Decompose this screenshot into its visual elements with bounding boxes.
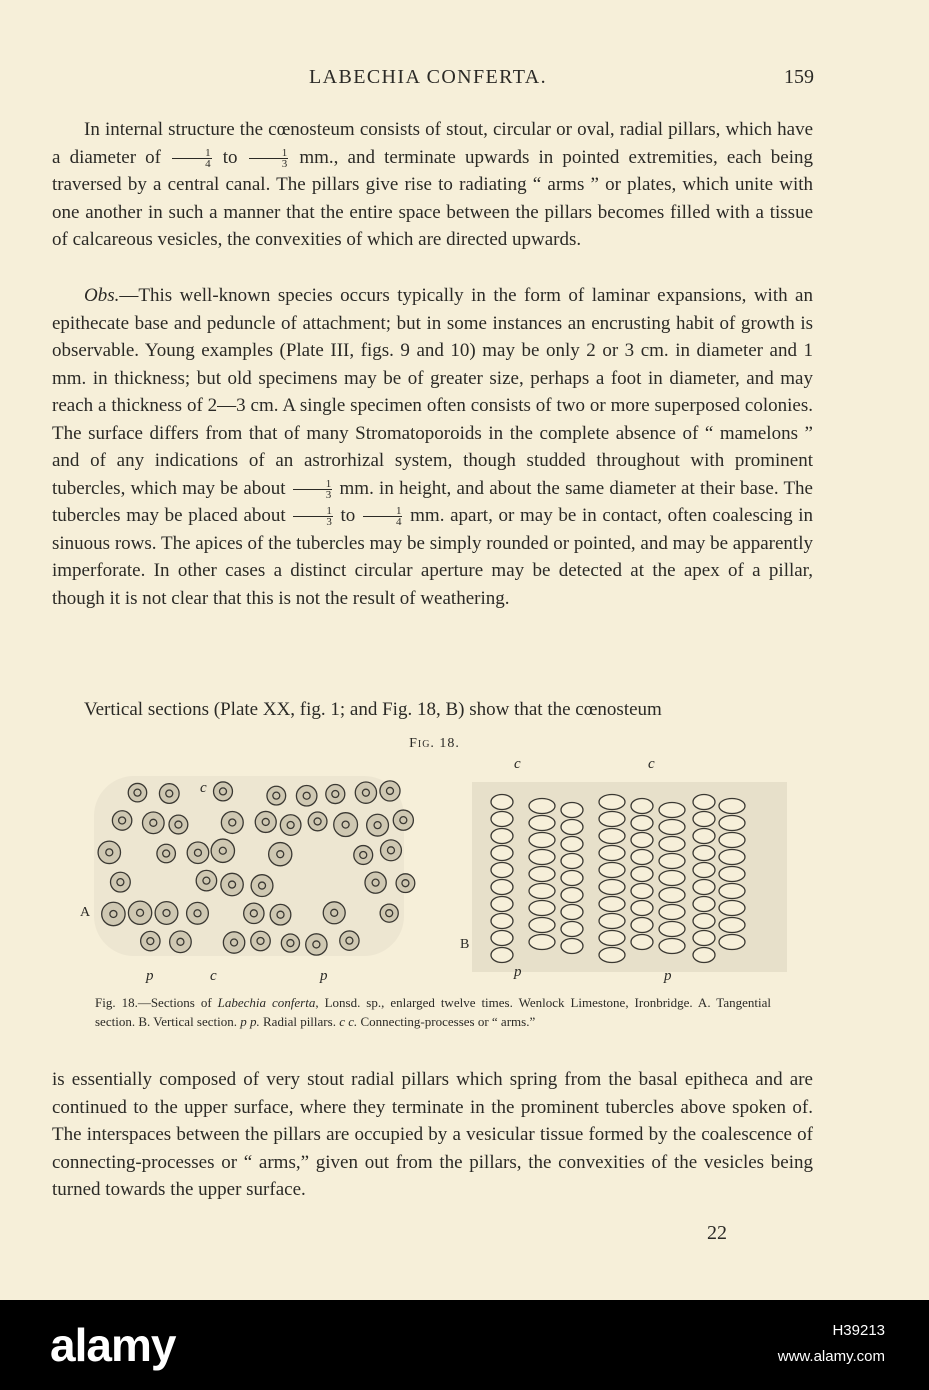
vesicle: [693, 812, 715, 827]
pillar-section: [214, 782, 233, 801]
vesicle: [659, 905, 685, 920]
vesicle: [719, 884, 745, 899]
vesicle: [693, 863, 715, 878]
label-p: p: [664, 968, 672, 984]
figure-18-illustration: [72, 758, 802, 990]
vesicle: [491, 846, 513, 861]
vesicle: [693, 948, 715, 963]
vesicle: [599, 846, 625, 861]
vesicle: [631, 799, 653, 814]
label-c: c: [514, 758, 521, 772]
vesicle: [491, 829, 513, 844]
pillar-section: [155, 902, 178, 925]
pillar-section: [281, 934, 299, 952]
signature-mark: 22: [707, 1222, 727, 1244]
vesicle: [529, 935, 555, 950]
vesicle: [631, 918, 653, 933]
caption-text: Fig. 18.—Sections of: [95, 995, 218, 1010]
vesicle: [659, 820, 685, 835]
vesicle: [631, 901, 653, 916]
vesicle: [491, 863, 513, 878]
pillar-section: [323, 902, 345, 924]
vesicle: [599, 948, 625, 963]
vesicle: [561, 803, 583, 818]
vesicle: [631, 850, 653, 865]
vertical-section-drawing: [472, 782, 787, 972]
pillar-section: [142, 812, 164, 834]
vesicle: [561, 837, 583, 852]
vesicle: [599, 863, 625, 878]
page-header: [0, 66, 929, 96]
vesicle: [561, 820, 583, 835]
pillar-section: [334, 813, 358, 837]
text-run: Vertical sections (Plate XX, fig. 1; and Fig. 18, B) show that the cœnosteum: [84, 699, 662, 720]
caption-species: Labechia conferta: [217, 995, 316, 1010]
watermark-url: www.alamy.com: [777, 1348, 885, 1365]
label-p: p: [514, 964, 522, 980]
vesicle: [693, 829, 715, 844]
pillar-section: [110, 872, 130, 892]
vesicle: [719, 850, 745, 865]
vesicle: [659, 922, 685, 937]
vesicle: [693, 880, 715, 895]
pillar-section: [159, 784, 179, 804]
vesicle: [599, 812, 625, 827]
caption-text: Connecting-processes or “ arms.”: [357, 1014, 536, 1029]
vesicle: [529, 867, 555, 882]
label-a: A: [80, 905, 91, 920]
pillar-section: [354, 846, 373, 865]
vesicle: [693, 931, 715, 946]
caption-text: , Lonsd. sp., enlarged twelve times. Wenlock Limestone, Ironbridge. A. Tangential section. B. Vertical section.: [95, 995, 771, 1029]
pillar-section: [244, 903, 264, 923]
label-c: c: [648, 758, 655, 772]
caption-abbrev: c c.: [339, 1014, 358, 1029]
fraction: $\frac{1}{3}$: [293, 506, 333, 527]
vesicle: [561, 905, 583, 920]
vesicle: [631, 867, 653, 882]
tangential-section-drawing: [94, 776, 415, 956]
vesicle: [529, 799, 555, 814]
vesicle: [693, 914, 715, 929]
vesicle: [529, 833, 555, 848]
label-c: c: [200, 780, 207, 796]
vesicle: [719, 935, 745, 950]
vesicle: [529, 901, 555, 916]
pillar-section: [221, 812, 243, 834]
text-run: to: [334, 505, 361, 526]
label-c: c: [210, 968, 217, 984]
vesicle: [631, 935, 653, 950]
page-number: 159: [784, 66, 814, 88]
image-id: H39213: [832, 1322, 885, 1339]
vesicle: [719, 918, 745, 933]
vesicle: [659, 837, 685, 852]
figure-caption: [95, 993, 771, 1031]
vesicle: [719, 901, 745, 916]
running-title: LABECHIA CONFERTA.: [309, 66, 547, 88]
pillar-section: [367, 814, 389, 836]
vesicle: [631, 816, 653, 831]
pillar-section: [128, 783, 146, 801]
vesicle: [529, 850, 555, 865]
vesicle: [659, 803, 685, 818]
fraction: $\frac{1}{3}$: [249, 148, 289, 169]
vesicle: [659, 888, 685, 903]
vesicle: [491, 897, 513, 912]
vesicle: [659, 854, 685, 869]
pillar-section: [223, 932, 244, 953]
pillar-section: [112, 811, 131, 830]
text-run: —This well-known species occurs typically in the form of laminar expansions, with an epithecate base and peduncle of attachment; but in some instances an encrusting habit of growth is observable. Young examples (Plate III, figs. 9 and 10) may be only 2 or 3 cm. in diameter and 1 mm. in thickness; but old specimens may be of greater size, perhaps a foot in diameter, and may reach a thickness of 2—3 cm. A single specimen often consists of two or more superposed colonies. The surface differs from that of many Stromatoporoids in the complete absence of “ mamelons ” and of any indications of an astrorhizal system, though studded throughout with prominent tubercles, which may be about: [52, 285, 813, 499]
pillar-section: [102, 902, 125, 925]
paragraph-observations: [52, 282, 813, 612]
vesicle: [693, 795, 715, 810]
vesicle: [659, 871, 685, 886]
vesicle: [529, 884, 555, 899]
paragraph-vertical-sections: [52, 696, 813, 724]
fraction: $\frac{1}{3}$: [293, 479, 333, 500]
pillar-section: [296, 785, 317, 806]
vesicle: [631, 833, 653, 848]
pillar-section: [340, 931, 359, 950]
pillar-section: [393, 810, 413, 830]
pillar-section: [211, 839, 234, 862]
pillar-section: [141, 931, 160, 950]
pillar-section: [251, 931, 271, 951]
vesicle: [693, 897, 715, 912]
pillar-section: [396, 874, 415, 893]
pillar-section: [355, 782, 376, 803]
vesicle: [599, 931, 625, 946]
vesicle: [491, 795, 513, 810]
fraction: $\frac{1}{4}$: [363, 506, 403, 527]
alamy-logo: alamy: [50, 1319, 176, 1371]
vesicle: [561, 922, 583, 937]
pillar-section: [169, 815, 188, 834]
paragraph-composition: [52, 1066, 813, 1204]
pillar-section: [251, 875, 273, 897]
pillar-section: [280, 815, 301, 836]
pillar-section: [255, 811, 276, 832]
vesicle: [529, 816, 555, 831]
pillar-section: [157, 844, 176, 863]
text-run: mm. apart, or may be in contact, often coalescing in sinuous rows. The apices of the tubercles may be simply rounded or pointed, and may be apparently imperforate. In other cases a distinct circular aperture may be detected at the apex of a pillar, though it is not clear that this is not the result of weathering.: [52, 505, 814, 609]
vesicle: [719, 833, 745, 848]
pillar-section: [128, 901, 151, 924]
vesicle: [599, 795, 625, 810]
pillar-section: [380, 840, 401, 861]
vesicle: [561, 871, 583, 886]
vesicle: [631, 884, 653, 899]
caption-text: Radial pillars.: [259, 1014, 340, 1029]
pillar-section: [196, 870, 216, 890]
vesicle: [491, 914, 513, 929]
paragraph-internal-structure: [52, 116, 813, 254]
vesicle: [719, 816, 745, 831]
text-run: mm., and terminate upwards in pointed extremities, each being traversed by a central canal. The pillars give rise to radiating “ arms ” or plates, which unite with one another in such a manner that the entire space between the pillars becomes filled with a tissue of calcareous vesicles, the convexities of which are directed upwards.: [52, 146, 813, 250]
vesicle: [491, 931, 513, 946]
text-run: to: [213, 146, 247, 168]
vesicle: [599, 914, 625, 929]
vesicle: [529, 918, 555, 933]
vesicle: [599, 829, 625, 844]
pillar-section: [170, 931, 192, 953]
obs-label: Obs.: [84, 285, 120, 306]
pillar-section: [380, 904, 398, 922]
vesicle: [599, 897, 625, 912]
pillar-section: [380, 781, 400, 801]
pillar-section: [365, 872, 386, 893]
vesicle: [561, 888, 583, 903]
text-run: In internal structure the cœnosteum consists of stout, circular or oval, radial pillars, which have a diameter of: [52, 119, 813, 168]
pillar-section: [269, 843, 292, 866]
vesicle: [693, 846, 715, 861]
pillar-section: [270, 904, 291, 925]
vesicle: [491, 812, 513, 827]
caption-abbrev: p p.: [240, 1014, 260, 1029]
pillar-section: [308, 812, 327, 831]
vesicle: [491, 880, 513, 895]
vesicle: [561, 854, 583, 869]
vesicle: [561, 939, 583, 954]
pillar-section: [187, 902, 209, 924]
pillar-section: [221, 873, 243, 895]
label-p: p: [146, 968, 154, 984]
label-b: B: [460, 937, 470, 952]
label-p: p: [320, 968, 328, 984]
vesicle: [599, 880, 625, 895]
pillar-section: [98, 841, 120, 863]
vesicle: [659, 939, 685, 954]
vesicle: [491, 948, 513, 963]
text-run: mm. in height, and about the same diameter at their base. The tubercles may be placed about: [52, 477, 813, 526]
figure-title: Fig. 18.: [409, 736, 460, 751]
pillar-section: [326, 785, 345, 804]
text-run: is essentially composed of very stout radial pillars which spring from the basal epitheca and are continued to the upper surface, where they terminate in the prominent tubercles above spoken of. The interspaces between the pillars are occupied by a vesicular tissue formed by the coalescence of connecting-processes or “ arms,” given out from the pillars, the convexities of the vesicles being turned towards the upper surface.: [52, 1069, 813, 1200]
fraction: $\frac{1}{4}$: [172, 148, 212, 169]
vesicle: [719, 867, 745, 882]
vesicle: [719, 799, 745, 814]
pillar-section: [187, 842, 209, 864]
pillar-section: [306, 934, 327, 955]
pillar-section: [267, 786, 286, 805]
